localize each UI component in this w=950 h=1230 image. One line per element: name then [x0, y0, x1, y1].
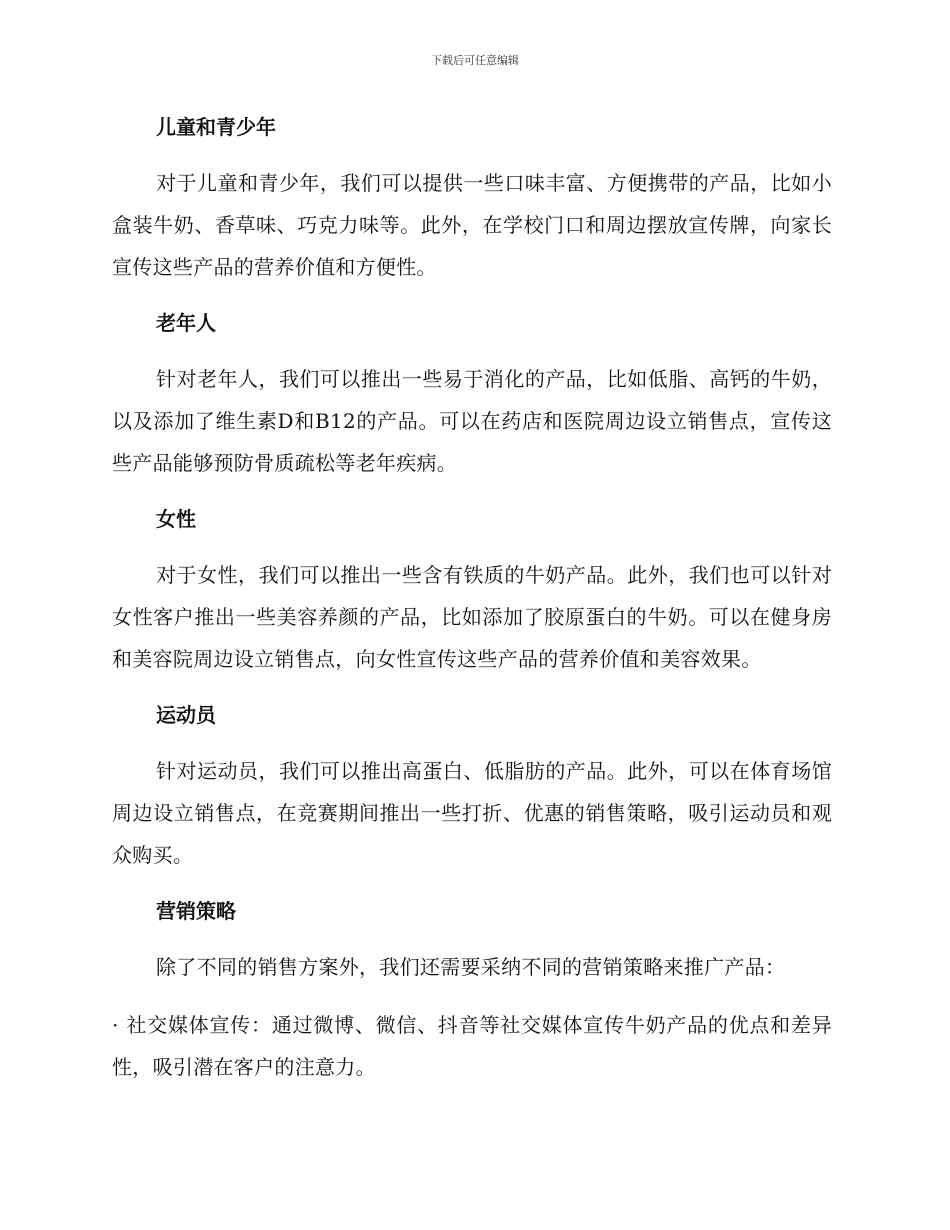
section-paragraph-children: 对于儿童和青少年，我们可以提供一些口味丰富、方便携带的产品，比如小盒装牛奶、香草味、巧克力味等。此外，在学校门口和周边摆放宣传牌，向家长宣传这些产品的营养价值和方便性。	[112, 171, 832, 279]
section-heading-athletes: 运动员	[156, 703, 216, 727]
document-body	[112, 108, 832, 1104]
bullet-marker: ·	[112, 1013, 119, 1037]
section-heading-children: 儿童和青少年	[156, 115, 276, 139]
section-heading-women: 女性	[156, 507, 196, 531]
section-heading-marketing: 营销策略	[156, 899, 236, 923]
bullet-text: 社交媒体宣传：通过微博、微信、抖音等社交媒体宣传牛奶产品的优点和差异性，吸引潜在客户的注意力。	[112, 1013, 832, 1079]
section-heading-elderly: 老年人	[156, 311, 216, 335]
bullet-item-social-media	[112, 1004, 832, 1088]
section-paragraph-marketing: 除了不同的销售方案外，我们还需要采纳不同的营销策略来推广产品：	[156, 955, 786, 979]
section-paragraph-athletes: 针对运动员，我们可以推出高蛋白、低脂肪的产品。此外，可以在体育场馆周边设立销售点，在竞赛期间推出一些打折、优惠的销售策略，吸引运动员和观众购买。	[112, 759, 832, 867]
section-paragraph-elderly: 针对老年人，我们可以推出一些易于消化的产品，比如低脂、高钙的牛奶，以及添加了维生素D和B12的产品。可以在药店和医院周边设立销售点，宣传这些产品能够预防骨质疏松等老年疾病。	[112, 367, 832, 475]
section-paragraph-women: 对于女性，我们可以推出一些含有铁质的牛奶产品。此外，我们也可以针对女性客户推出一些美容养颜的产品，比如添加了胶原蛋白的牛奶。可以在健身房和美容院周边设立销售点，向女性宣传这些产品的营养价值和美容效果。	[112, 563, 832, 671]
page-header-note: 下载后可任意编辑	[431, 54, 519, 67]
